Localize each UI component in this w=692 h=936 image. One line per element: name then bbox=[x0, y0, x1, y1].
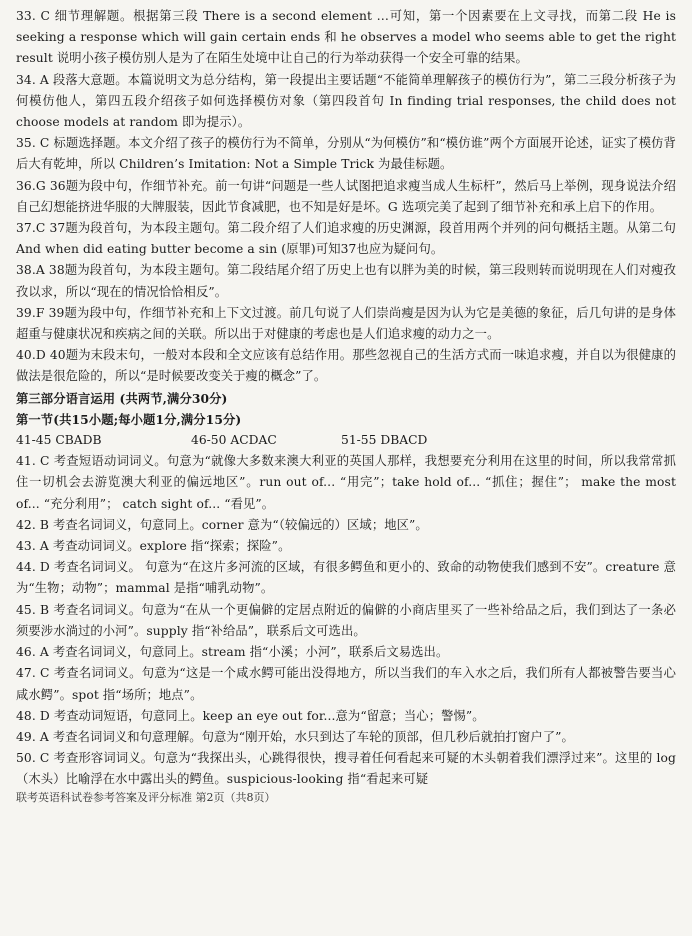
answer-36: 36.G 36题为段中句，作细节补充。前一句讲“问题是一些人试图把追求瘦当成人生标杆”，然后马上举例，现身说法介绍自己幻想能挤进华服的大牌服装，因此节食减肥，也不知是好是坏。G 选项完美了起到了细节补充和承上启下的作用。 bbox=[16, 178, 676, 214]
answer-group-46-50: 46-50 ACDAC bbox=[191, 433, 277, 448]
answer-34: 34. A 段落大意题。本篇说明文为总分结构，第一段提出主要话题“不能简单理解孩子的模仿行为”，第二三段分析孩子为何模仿他人，第四五段介绍孩子如何选择模仿对象（第四段首句 In finding trial responses, the child does not choose models at random 即为提示）。 bbox=[16, 72, 676, 130]
page-footer: 联考英语科试卷参考答案及评分标准 第2页（共8页） bbox=[16, 790, 276, 803]
explanation-41: 41. C 考查短语动词词义。句意为“就像大多数来澳大利亚的英国人那样，我想要充分利用在这里的时间，所以我常常抓住一切机会去游览澳大利亚的偏远地区”。run out of... “用完”；take hold of... “抓住；握住”； make the most of... “充分利用”； catch sight of... “看见”。 bbox=[16, 454, 676, 511]
answer-40: 40.D 40题为末段末句，一般对本段和全文应该有总结作用。那些忽视自己的生活方式而一味追求瘦，并自以为很健康的做法是很危险的，所以“是时候要改变关于瘦的概念”了。 bbox=[16, 348, 676, 384]
answer-group-51-55: 51-55 DBACD bbox=[341, 433, 428, 448]
answer-group-41-45: 41-45 CBADB bbox=[16, 433, 102, 448]
explanation-48: 48. D 考查动词短语，句意同上。keep an eye out for...意为“留意；当心；警惕”。 bbox=[16, 708, 485, 723]
answer-35: 35. C 标题选择题。本文介绍了孩子的模仿行为不简单，分别从“为何模仿”和“模仿谁”两个方面展开论述，证实了模仿背后大有乾坤，所以 Children’s Imitation: Not a Simple Trick 为最佳标题。 bbox=[16, 136, 676, 172]
explanation-43: 43. A 考查动词词义。explore 指“探索；探险”。 bbox=[16, 539, 291, 554]
explanation-47: 47. C 考查名词词义。句意为“这是一个咸水鳄可能出没得地方，所以当我们的车入水之后，我们所有人都被警告要当心咸水鳄”。spot 指“场所；地点”。 bbox=[16, 666, 676, 702]
answer-39: 39.F 39题为段中句，作细节补充和上下文过渡。前几句说了人们崇尚瘦是因为认为它是美德的象征，后几句讲的是身体超重与健康状况和疾病之间的关联。所以出于对健康的考虑也是人们追求瘦的动力之一。 bbox=[16, 305, 676, 342]
explanation-42: 42. B 考查名词词义，句意同上。corner 意为“（较偏远的）区域；地区”。 bbox=[16, 517, 428, 532]
subsection-title: 第一节(共15小题;每小题1分,满分15分) bbox=[16, 411, 242, 427]
answer-37: 37.C 37题为段首句，为本段主题句。第二段介绍了人们追求瘦的历史渊源，段首用两个并列的问句概括主题。从第二句 And when did eating butter become a sin (原罪)可知37也应为疑问句。 bbox=[16, 221, 676, 257]
explanation-50: 50. C 考查形容词词义。句意为“我探出头，心跳得很快，搜寻着任何看起来可疑的木头朝着我们漂浮过来”。这里的 log （木头）比喻浮在水中露出头的鳄鱼。suspicious-looking 指“看起来可疑 bbox=[16, 751, 676, 787]
explanation-49: 49. A 考查名词词义和句意理解。句意为“刚开始，水只到达了车轮的顶部，但几秒后就拍打窗户了”。 bbox=[16, 729, 574, 744]
explanation-46: 46. A 考查名词词义，句意同上。stream 指“小溪；小河”，联系后文易选出。 bbox=[16, 645, 449, 660]
answer-33: 33. C 细节理解题。根据第三段 There is a second element …可知，第一个因素要在上文寻找，而第二段 He is seeking a response which will gain certain ends 和 he observes a model who seems able to get the right result 说明小孩子模仿别人是为了在陌生处境中让自己的行为举动获得一个安全可靠的结果。 bbox=[16, 9, 676, 66]
section-title: 第三部分语言运用 (共两节,满分30分) bbox=[16, 390, 228, 406]
answer-38: 38.A 38题为段首句，为本段主题句。第二段结尾介绍了历史上也有以胖为美的时候，第三段则转而说明现在人们对瘦孜孜以求，所以“现在的情况恰恰相反”。 bbox=[16, 263, 676, 299]
answer-summary-row bbox=[16, 430, 676, 451]
explanation-44: 44. D 考查名词词义。 句意为“在这片多河流的区域，有很多鳄鱼和更小的、致命的动物使我们感到不安”。creature 意为“生物；动物”；mammal 是指“哺乳动物”。 bbox=[16, 560, 676, 596]
explanation-45: 45. B 考查名词词义。句意为“在从一个更偏僻的定居点附近的偏僻的小商店里买了一些补给品之后，我们到达了一条必须要涉水淌过的小河”。supply 指“补给品”，联系后文可选出。 bbox=[16, 602, 676, 638]
